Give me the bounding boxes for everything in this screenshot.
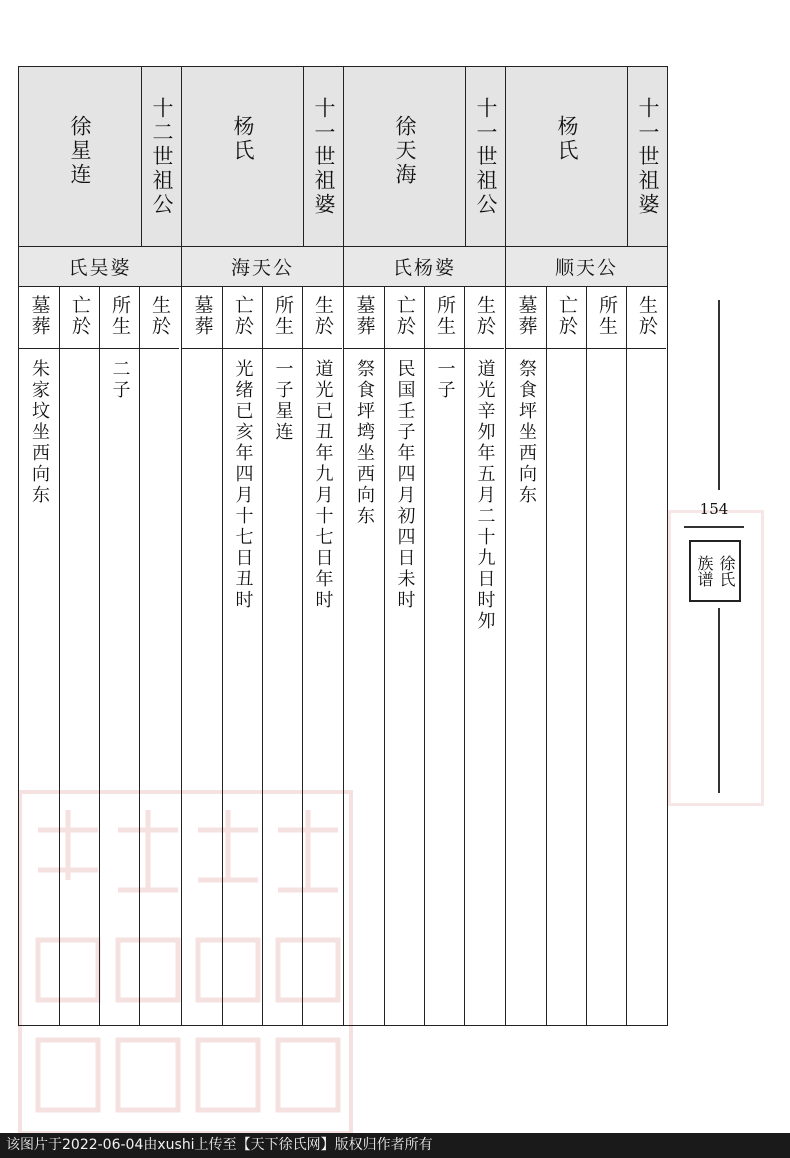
field-burial: 墓葬 朱家坟坐西向东 xyxy=(19,287,59,1025)
field-birth: 生於 道光已丑年九月十七日年时 xyxy=(302,287,342,1025)
field-burial: 墓葬 xyxy=(182,287,222,1025)
genealogy-logo: 族谱 徐氏 xyxy=(689,540,741,602)
entry-header xyxy=(506,67,667,247)
generation-label: 十一世祖公 xyxy=(465,67,505,247)
entry-block xyxy=(181,67,343,1025)
field-burial: 墓葬 祭食坪坐西向东 xyxy=(506,287,546,1025)
field-children: 所生 一子 xyxy=(424,287,464,1025)
entry-block xyxy=(19,67,181,1025)
entry-header xyxy=(344,67,505,247)
spouse-label: 顺天公 xyxy=(506,247,667,287)
entry-block xyxy=(505,67,667,1025)
person-name: 徐星连 xyxy=(68,115,92,187)
margin-rule-bottom xyxy=(718,608,720,793)
field-children: 所生 xyxy=(586,287,626,1025)
person-name: 杨氏 xyxy=(555,115,579,163)
generation-label: 十一世祖婆 xyxy=(303,67,343,247)
field-children: 所生 二子 xyxy=(99,287,139,1025)
field-death: 亡於 xyxy=(59,287,99,1025)
entry-header xyxy=(182,67,343,247)
field-children: 所生 一子星连 xyxy=(262,287,302,1025)
spouse-label: 氏吴婆 xyxy=(19,247,181,287)
field-birth: 生於 xyxy=(139,287,179,1025)
spouse-label: 氏杨婆 xyxy=(344,247,505,287)
field-death: 亡於 光绪已亥年四月十七日丑时 xyxy=(222,287,262,1025)
person-name: 杨氏 xyxy=(231,115,255,163)
field-birth: 生於 xyxy=(626,287,666,1025)
page-number: 154 xyxy=(699,500,729,518)
person-name: 徐天海 xyxy=(393,115,417,187)
genealogy-table xyxy=(18,66,668,1026)
field-death: 亡於 xyxy=(546,287,586,1025)
field-burial: 墓葬 祭食坪塆坐西向东 xyxy=(344,287,384,1025)
field-birth: 生於 道光辛夘年五月二十九日时夘 xyxy=(464,287,504,1025)
generation-label: 十一世祖婆 xyxy=(627,67,667,247)
upload-footer: 该图片于2022-06-04由xushi上传至【天下徐氏网】版权归作者所有 xyxy=(0,1133,790,1158)
page-number-rule xyxy=(684,526,744,528)
entry-header xyxy=(19,67,181,247)
field-death: 亡於 民国壬子年四月初四日未时 xyxy=(384,287,424,1025)
generation-label: 十二世祖公 xyxy=(141,67,181,247)
spouse-label: 海天公 xyxy=(182,247,343,287)
margin-rule-top xyxy=(718,300,720,490)
entry-block xyxy=(343,67,505,1025)
